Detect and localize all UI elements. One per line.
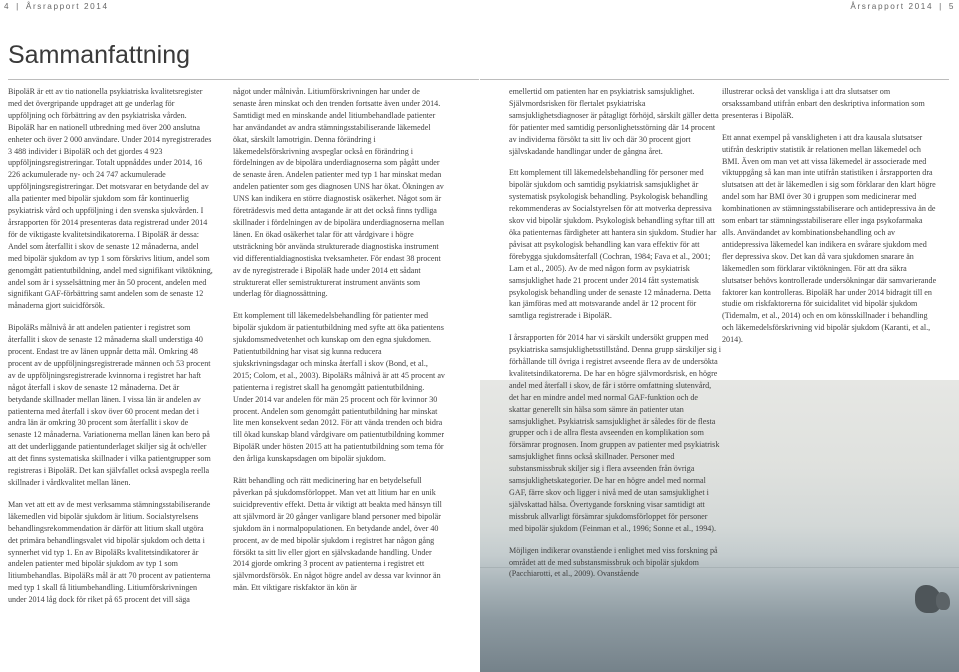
header-separator: |	[16, 2, 20, 11]
header-separator: |	[939, 2, 943, 11]
title-divider	[8, 79, 479, 80]
text-column-1	[8, 86, 213, 666]
rock-shape	[936, 592, 950, 610]
right-page	[480, 0, 959, 672]
text-column-3	[509, 86, 721, 666]
paragraph: Rätt behandling och rätt medicinering har en betydelsefull påverkan på sjukdomsförloppet. Man vet att litium har en unik suicidpreventiv effekt. Detta är viktigt att beakta med hänsyn till att självmord är 20 gånger vanligare bland personer med bipolär sjukdom än i normalpopulationen. En betydande andel, över 40 procent, av de med bipolär sjukdom i registret har någon gång försökt ta sitt liv eller gjort en självskadande handling. Under 2014 gjorde omkring 3 procent av patienterna i registret ett självmordsförsök. En något högre andel av dessa var kvinnor än män. Ett viktigare riskfaktor än kön är	[233, 476, 442, 593]
paragraph: Ett komplement till läkemedelsbehandling för patienter med bipolär sjukdom är patientutbildning med syfte att öka patientens sjukdomsmedvetenhet och kunskap om den egna sjukdomen. Patientutbildning har visat sig kunna reducera sjukskrivningsdagar och minska återfall i skov (Bond, et al., 2015; Colom, et al., 2003). BipoläRs målnivå är att 45 procent av patienterna i registret skall ha genomgått patientutbildning. Under 2014 var andelen för män 25 procent och för kvinnor 30 procent. Andelen som genomgått patientutbildning har minskat lite men konsekvent sedan 2012. För att vända trenden och bidra till ökad kunskap bland vårdgivare om patientutbildning kommer BipoläR under hösten 2015 att ha patientutbildning som tema för den årliga kunskapsdagen om bipolär sjukdom.	[233, 311, 445, 464]
paragraph: I årsrapporten för 2014 har vi särskilt undersökt gruppen med psykiatriska samsjuklighetsstillstånd. Denna grupp särskiljer sig i förhållande till övriga i registret avseende flera av de undersökta kvalitetsindikatorerna. De har en högre självmordsrisk, en högre andel med återfall i skov, de får i större omfattning slutenvård, det har en mindre andel med normal GAF-funktion och de skattar generellt sin hälsa som sämre än patienter utan samsjuklighet. Psykiatrisk samsjuklighet är således för de flesta grupper och i de allra flesta avseenden en komplikation som försämrar prognosen. Inom gruppen av patienter med psykiatrisk samsjuklighet finns också skillnader. Personer med substansmissbruk skiljer sig i flera avseenden från övriga samsjuklighetskategorier. De har en högre andel med normal GAF, färre skov och ligger i nivå med de utan samsjuklighet i självskattad hälsa. Övertygande forskning visar samtidigt att missbruk allvarligt försämrar sjukdomsförloppet för personer med bipolär sjukdom (Feinman et al., 1996; Sonne et al., 1994).	[509, 333, 721, 533]
left-header-title: Årsrapport 2014	[25, 2, 109, 11]
paragraph: något under målnivån. Litiumförskrivningen har under de senaste åren minskat och den trenden fortsatte även under 2014. Samtidigt med en minskande andel litiumbehandlade patienter har användandet av andra stämningsstabiliserande läkemedel ökat, särskilt lamotrigin. Denna förändring i läkemedelsförskrivning avspeglar också en förändring i fördelningen av de bipolära underdiagnoserna som pågått under de senaste åren. Andelen patienter med typ 1 har minskat medan andelen patienter som ges diagnosen UNS har ökat. Ökningen av UNS kan indikera en större diagnostisk osäkerhet. Något som är företrädesvis med detta antagande är att det också finns tydliga skillnader i fördelningen av de bipolära underdiagnoserna mellan länen. En ökad osäkerhet talar för att vårdgivare i högre utsträckning bör använda strukturerade diagnostiska instrument vid differentialdiagnostiska tveksamheter. För endast 38 procent av de nyregistrerade i BipoläR hade under 2014 ett sådant strukturerat eller semistrukturerat instrument använts som underlag för diagnossättning.	[233, 87, 445, 299]
left-page-number: 4	[4, 2, 11, 11]
paragraph: BipoläR är ett av tio nationella psykiatriska kvalitetsregister med det övergripande uppdraget att ge underlag för uppföljning och förbättring av den psykiatriska vården. BipoläR har en nationell utbredning med över 200 anslutna enheter och över 2 000 användare. Under 2014 nyregistrerades 3 488 individer i BipoläR och det gjordes 4 923 uppföljningsregistreringar. Totalt uppnåddes under 2014, 16 226 ackumulerade ny- och 24 747 ackumulerade uppföljningsregistreringar. Det motsvarar en betydande del av alla patienter med bipolär sjukdom som får kontinuerlig psykiatrisk vård och uppföljning i den svenska sjukvården. I årsrapporten för 2014 presenteras data registrerad under 2014 för de viktigaste kvalitetsindikatorerna. I BipoläR är dessa: Andel som återfallit i skov de senaste 12 månaderna, andel med bipolär sjukdom av typ 1 som förskrivs litium, andel som genomgått patientutbildning, andel med signifikant viktökning, andel som är i sysselsättning mer än 50 procent, andelen med signifikant GAF-förbättring samt andelen som de senaste 12 månaderna gjort suicidförsök.	[8, 87, 213, 311]
paragraph: emellertid om patienten har en psykiatrisk samsjuklighet. Självmordsrisken för flertalet psykiatriska samsjuklighetsdiagnoser är påtagligt förhöjd, särskilt gäller detta för patienter med samtidig personlighetsstörning där 14 procent av individerna försökt ta sitt liv och där 30 procent gjort självskadande handlingar under de gångna året.	[509, 87, 719, 156]
right-page-number: 5	[948, 2, 955, 11]
text-column-4	[722, 86, 937, 366]
paragraph: illustrerar också det vanskliga i att dra slutsatser om orsakssamband utifrån enbart den deskriptiva information som presenteras i BipoläR.	[722, 87, 925, 120]
paragraph: Ett annat exempel på vanskligheten i att dra kausala slutsatser utifrån deskriptiv statistik är relationen mellan läkemedel och BMI. Även om man vet att vissa läkemedel är associerade med viktuppgång så kan man inte utifrån statistiken i årsrapporten dra slutsatsen att det är läkemedlen i sig som förklarar den klart högre andel som har BMI över 30 i gruppen som medicinerar med kombinationen av stämningsstabiliserare och antidepressiva än de som enbart tar stämningsstabiliserare eller inga psykofarmaka alls. Användandet av kombinationsbehandling och av antidepressiva läkemedel kan indikera en svårare sjukdom med fler depressiva skov. Det kan då vara sjukdomen snarare än läkemedlen som förklarar viktökningen. För att dra säkra slutsatser behövs kontrollerade undersökningar där samvarierande faktorer kan kontrolleras. BipoläR har under 2014 bidragit till en studie om riskfaktorerna för suicidalitet vid bipolär sjukdom (Tidemalm, et al., 2014) och en om könsskillnader i behandling och läkemedelsförskrivning vid bipolär sjukdom (Karanti, et al., 2014).	[722, 132, 937, 345]
title-divider	[480, 79, 949, 80]
left-page-header	[4, 0, 109, 14]
text-column-2	[233, 86, 445, 666]
right-page-header	[850, 0, 955, 14]
left-page	[0, 0, 479, 672]
page-title: Sammanfattning	[8, 41, 191, 69]
paragraph: Ett komplement till läkemedelsbehandling för personer med bipolär sjukdom och samtidig psykiatrisk samsjuklighet är systematisk psykologisk behandling. Psykologisk behandling rekommenderas av Socialstyrelsen för att motverka depressiva skov vid bipolär sjukdom. Psykologisk behandling syftar till att öka patienternas färdigheter att hantera sin sjukdom. Studier har påvisat att psykologisk behandling kan vara effektiv för att förebygga sjukdomsåterfall (Cochran, 1984; Fava et al., 2001; Lam et al., 2005). Av de med någon form av psykiatrisk samsjuklighet hade 21 procent under 2014 fått systematisk psykologisk behandling under de senaste 12 månaderna. Detta kan jämföras med att motsvarande andel är 12 procent för samtliga registrerade i BipoläR.	[509, 168, 717, 321]
paragraph: BipoläRs målnivå är att andelen patienter i registret som återfallit i skov de senaste 12 månaderna skall understiga 40 procent. Endast tre av länen uppnår detta mål. Omkring 48 procent av de uppföljningsregistrerade männen och 53 procent av de uppföljningsregistrerade kvinnorna i registret har haft något återfall i skov de senaste 12 månaderna. Det är betydande skillnader mellan länen. I vissa län är andelen av patienterna med återfall i skov över 60 procent medan det i andra län är omkring 30 procent som återfallit i skov de senaste 12 månaderna. Variationerna mellan länen kan bero på att det underliggande patientunderlaget skiljer sig åt och/eller att det finns systematiska skillnader i vilka patientgrupper som registreras i BipoläR. Det kan självfallet också avspegla reella skillnader i vårdkvalitet mellan länen.	[8, 323, 211, 487]
paragraph: Möjligen indikerar ovanstående i enlighet med viss forskning på området att de med substansmissbruk och bipolär sjukdom (Pacchiarotti, et al., 2009). Ovanstående	[509, 545, 718, 579]
paragraph: Man vet att ett av de mest verksamma stämningsstabiliserande läkemedlen vid bipolär sjukdom är litium. Socialstyrelsens behandlingsrekommendation är därför att litium skall utgöra det primära behandlingsvalet vid bipolär sjukdom och detta i synnerhet vid typ 1. En av BipoläRs kvalitetsindikatorer är andelen patienter med bipolär sjukdom av typ 1 som litiumbehandlas. BipoläRs mål är att 70 procent av patienterna med typ 1 skall få litiumbehandling. Litiumförskrivningen under 2014 låg dock för riket på 65 procent det vill säga	[8, 499, 211, 605]
right-header-title: Årsrapport 2014	[850, 2, 934, 11]
